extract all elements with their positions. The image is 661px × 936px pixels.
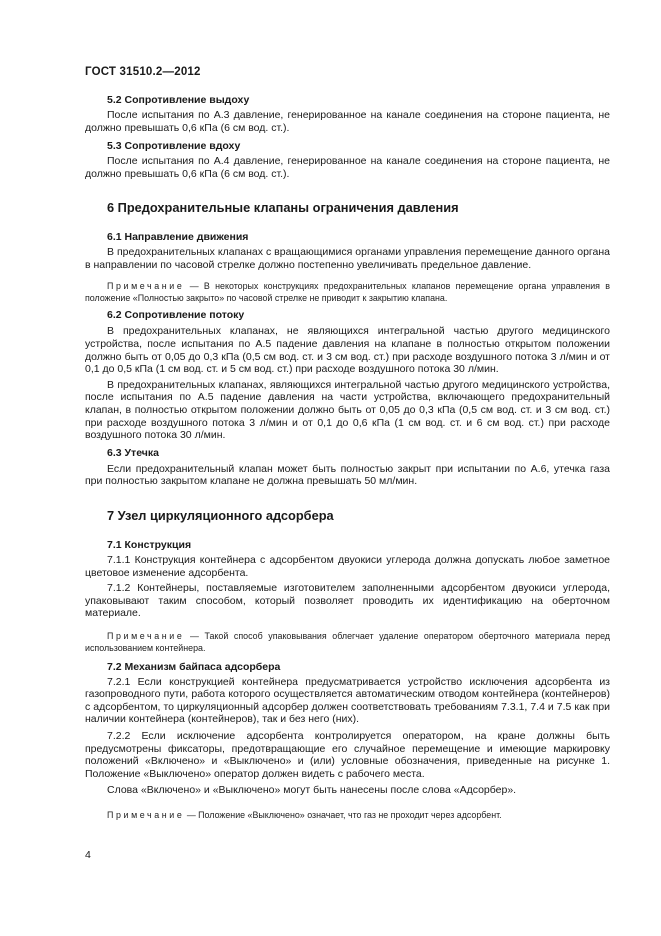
section-7-1-title: 7.1 Конструкция <box>107 538 192 551</box>
section-6-1-title: 6.1 Направление движения <box>107 231 249 244</box>
paragraph-7-2-1: 7.2.1 Если конструкцией контейнера предусматривается устройство исключения адсорбента из газопроводного пути, работа которого осуществляется автоматическим отводом контейнера (контейнеров) с адсорбентом, то циркуляционный адсорбер должен соответствовать требованиям 7.3.1, 7.4 и 7.5 как при наличии контейнера (контейнеров), так и без него (них). <box>85 675 610 726</box>
section-5-2-title: 5.2 Сопротивление выдоху <box>107 94 250 106</box>
section-6-1-note <box>85 280 610 305</box>
section-7-title: 7 Узел циркуляционного адсорбера <box>107 507 334 523</box>
section-6-3-title: 6.3 Утечка <box>107 446 159 459</box>
note-label: Примечание <box>107 630 185 641</box>
section-6-2-paragraph-2: В предохранительных клапанах, являющихся интегральной частью другого медицинского устройства, после испытания по А.5 падение давления на части устройства, включающего предохранительный клапан, в полностью открытом положении должно быть от 0,05 до 0,3 кПа (0,5 см вод. ст. и 3 см вод. ст.) при расходе воздушного потока 3 л/мин и от 0,1 до 0,6 кПа (1 см вод. ст. и 6 см вод. ст.) при расходе воздушного потока 30 л/мин. <box>85 378 610 442</box>
words-paragraph: Слова «Включено» и «Выключено» могут быть нанесены после слова «Адсорбер». <box>107 784 517 797</box>
note-label: Примечание <box>107 810 185 821</box>
page-number: 4 <box>85 849 91 861</box>
note-text: — В некоторых конструкциях предохранительных клапанов перемещение органа управления в положение «Полностью закрыто» по часовой стрелке не приводит к закрытию клапана. <box>85 280 610 303</box>
section-6-2-title: 6.2 Сопротивление потоку <box>107 309 245 322</box>
note-text: — Положение «Выключено» означает, что газ не проходит через адсорбент. <box>184 810 502 821</box>
section-6-3-text: Если предохранительный клапан может быть полностью закрыт при испытании по А.6, утечка газа при полностью закрытом клапане не должна превышать 50 мл/мин. <box>85 462 610 488</box>
paragraph-7-1-1: 7.1.1 Конструкция контейнера с адсорбентом двуокиси углерода должна допускать любое заметное цветовое изменение адсорбента. <box>85 553 610 579</box>
section-6-title: 6 Предохранительные клапаны ограничения давления <box>107 200 459 216</box>
section-5-3-title: 5.3 Сопротивление вдоху <box>107 140 241 153</box>
section-5-2-text: После испытания по А.3 давление, генерированное на канале соединения на стороне пациента, не должно превышать 0,6 кПа (6 см вод. ст.). <box>85 109 610 134</box>
standard-id-header: ГОСТ 31510.2—2012 <box>85 66 201 78</box>
note-text: — Такой способ упаковывания облегчает удаление оператором оберточного материала перед использованием контейнера. <box>85 630 610 654</box>
section-6-1-text: В предохранительных клапанах с вращающимися органами управления перемещение данного органа в направлении по часовой стрелке должно постепенно увеличивать предельное давление. <box>85 246 610 271</box>
page-content <box>85 86 610 821</box>
paragraph-7-1-2: 7.1.2 Контейнеры, поставляемые изготовителем заполненными адсорбентом двуокиси углерода, упаковывают таким способом, который позволяет проводить их идентификацию на оберточном материале. <box>85 582 610 620</box>
paragraph-7-2-2: 7.2.2 Если исключение адсорбента контролируется оператором, на кране должны быть предусмотрены фиксаторы, предотвращающие его случайное перемещение и имеющие маркировку положений «Включено» и «Выключено» и (или) условные обозначения, приведенные на рисунке 1. Положение «Выключено» оператор должен видеть с рабочего места. <box>85 730 610 780</box>
section-5-3-text: После испытания по А.4 давление, генерированное на канале соединения на стороне пациента, не должно превышать 0,6 кПа (6 см вод. ст.). <box>85 155 610 180</box>
section-6-2-paragraph-1: В предохранительных клапанах, не являющихся интегральной частью другого медицинского устройства, после испытания по А.5 падение давления на клапане в полностью открытом положении должно быть от 0,05 до 0,3 кПа (0,5 см вод. ст. и 3 см вод. ст.) при расходе воздушного потока 3 л/мин и от 0,1 до 0,5 кПа (1 см вод. ст. и 5 см вод. ст.) при расходе воздушного потока 30 л/мин. <box>85 325 610 376</box>
section-7-2-note <box>85 809 610 821</box>
section-7-1-note <box>85 630 610 655</box>
section-7-2-title: 7.2 Механизм байпаса адсорбера <box>107 660 281 673</box>
note-label: Примечание <box>107 280 185 291</box>
